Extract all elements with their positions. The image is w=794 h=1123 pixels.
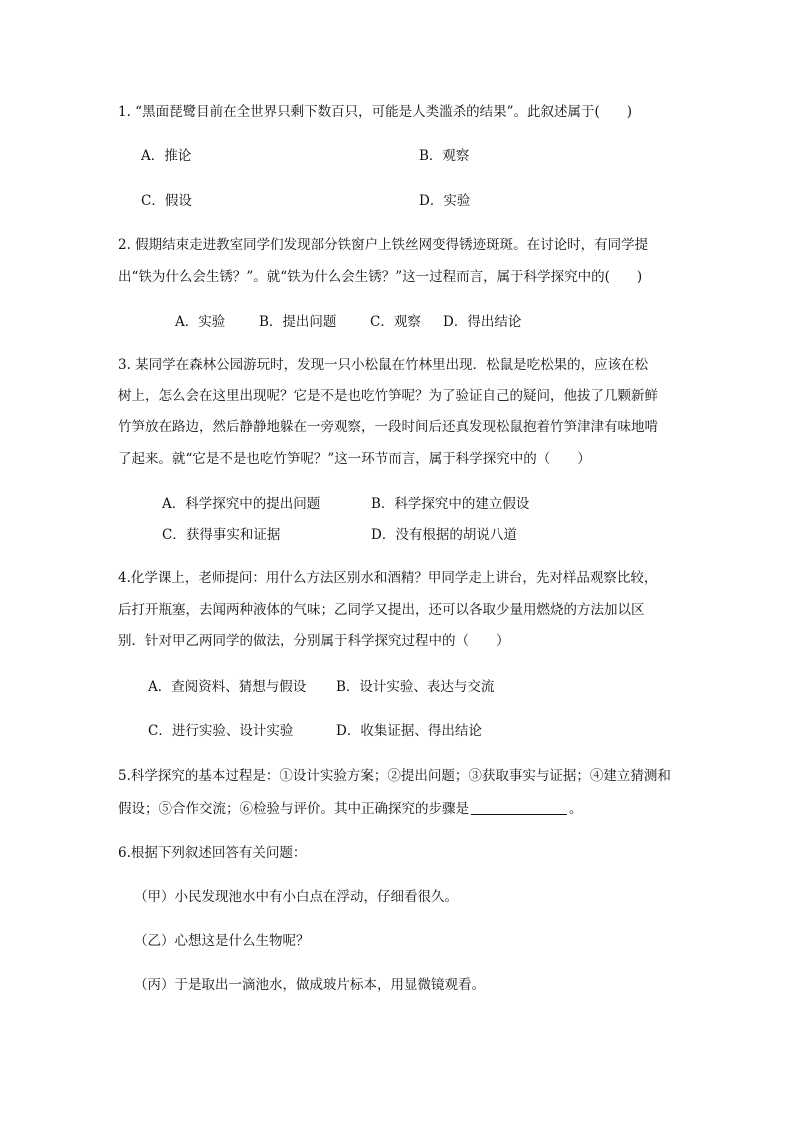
q6-item-yi: （乙）心想这是什么生物呢？ [134, 933, 310, 949]
q2-option-a[interactable]: A．实验 [175, 314, 226, 330]
q5-stem-line-1: 5.科学探究的基本过程是：①设计实验方案；②提出问题；③获取事实与证据；④建立猜测和 [118, 768, 671, 784]
q4-stem-line-1: 4.化学课上，老师提问：用什么方法区别水和酒精？甲同学走上讲台，先对样品观察比较， [118, 570, 658, 586]
q4-stem-line-3: 别．针对甲乙两同学的做法，分别属于科学探究过程中的（ ） [118, 633, 510, 649]
q4-option-b[interactable]: B．设计实验、表达与交流 [336, 679, 495, 695]
q5-stem-end: 。 [569, 801, 583, 817]
q6-item-bing: （丙）于是取出一滴池水，做成玻片标本，用显微镜观看。 [134, 977, 485, 993]
q6-stem: 6.根据下列叙述回答有关问题： [118, 845, 307, 861]
q4-option-a[interactable]: A．查阅资料、猜想与假设 [148, 679, 307, 695]
q2-stem-line-2: 出“铁为什么会生锈？”。就“铁为什么会生锈？”这一过程而言，属于科学探究中的( ) [118, 269, 643, 285]
q1-option-a[interactable]: A．推论 [141, 148, 192, 164]
q1-option-c[interactable]: C．假设 [141, 193, 192, 209]
q4-stem-line-2: 后打开瓶塞，去闻两种液体的气味；乙同学又提出，还可以各取少量用燃烧的方法加以区 [118, 602, 645, 618]
q5-answer-blank[interactable] [471, 800, 567, 815]
q5-stem-text: 假设；⑤合作交流；⑥检验与评价。其中正确探究的步骤是 [118, 801, 469, 817]
q4-option-d[interactable]: D．收集证据、得出结论 [336, 723, 482, 739]
q1-option-d[interactable]: D．实验 [419, 193, 471, 209]
q2-stem-line-1: 2. 假期结束走进教室同学们发现部分铁窗户上铁丝网变得锈迹斑斑。在讨论时，有同学提 [118, 237, 649, 253]
q3-option-a[interactable]: A．科学探究中的提出问题 [162, 496, 321, 512]
q1-option-b[interactable]: B．观察 [419, 148, 470, 164]
q3-stem-line-4: 了起来。就“它是不是也吃竹笋呢？”这一环节而言，属于科学探究中的（ ） [118, 451, 591, 467]
q2-option-c[interactable]: C．观察 [370, 314, 421, 330]
q3-stem-line-1: 3. 某同学在森林公园游玩时，发现一只小松鼠在竹林里出现．松鼠是吃松果的，应该在松 [118, 357, 649, 373]
q6-item-jia: （甲）小民发现池水中有小白点在浮动，仔细看很久。 [134, 889, 458, 905]
q4-option-c[interactable]: C．进行实验、设计实验 [148, 723, 294, 739]
q2-option-b[interactable]: B．提出问题 [259, 314, 337, 330]
q5-stem-line-2 [118, 800, 583, 818]
q1-stem: 1. “黑面琵鹭目前在全世界只剩下数百只，可能是人类滥杀的结果”。此叙述属于( ) [118, 104, 633, 120]
q3-stem-line-2: 树上，怎么会在这里出现呢？它是不是也吃竹笋呢？为了验证自己的疑问，他拔了几颗新鲜 [118, 388, 658, 404]
q3-stem-line-3: 竹笋放在路边，然后静静地躲在一旁观察，一段时间后还真发现松鼠抱着竹笋津津有味地啃 [118, 419, 658, 435]
q3-option-b[interactable]: B．科学探究中的建立假设 [371, 496, 530, 512]
q2-option-d[interactable]: D．得出结论 [443, 314, 522, 330]
q3-option-c[interactable]: C．获得事实和证据 [162, 527, 281, 543]
q3-option-d[interactable]: D．没有根据的胡说八道 [371, 527, 517, 543]
